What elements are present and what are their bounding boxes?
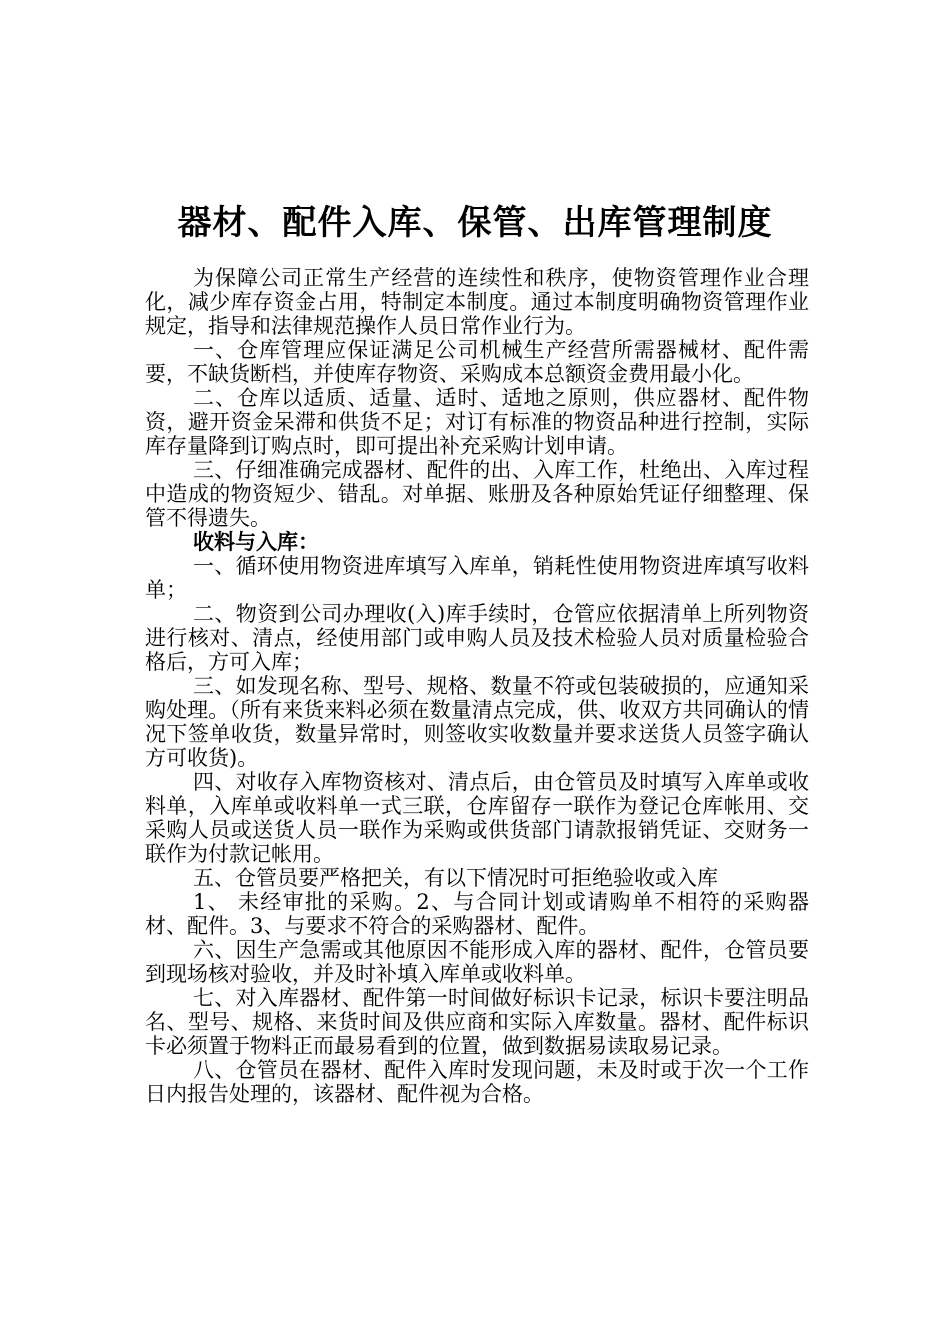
clause-2: 二、仓库以适质、适量、适时、适地之原则，供应器材、配件物资，避开资金呆滞和供货不足；对订有标准的物资品种进行控制，实际库存量降到订购点时，即可提出补充采购计划申请。 [145,386,809,458]
receiving-clause-1: 一、循环使用物资进库填写入库单，销耗性使用物资进库填写收料单； [145,554,809,602]
clause-3: 三、仔细准确完成器材、配件的出、入库工作，杜绝出、入库过程中造成的物资短少、错乱。对单据、账册及各种原始凭证仔细整理、保管不得遗失。 [145,458,809,530]
document-title: 器材、配件入库、保管、出库管理制度 [177,203,773,243]
receiving-clause-4: 四、对收存入库物资核对、清点后，由仓管员及时填写入库单或收料单，入库单或收料单一式三联，仓库留存一联作为登记仓库帐用、交采购人员或送货人员一联作为采购或供货部门请款报销凭证、交财务一联作为付款记帐用。 [145,770,809,866]
rejection-conditions: 1、 未经审批的采购。2、与合同计划或请购单不相符的采购器材、配件。3、与要求不符合的采购器材、配件。 [145,890,809,938]
clause-1: 一、仓库管理应保证满足公司机械生产经营所需器械材、配件需要，不缺货断档，并使库存物资、采购成本总额资金费用最小化。 [145,338,809,386]
receiving-clause-7: 七、对入库器材、配件第一时间做好标识卡记录，标识卡要注明品名、型号、规格、来货时间及供应商和实际入库数量。器材、配件标识卡必须置于物料正而最易看到的位置，做到数据易读取易记录。 [145,986,809,1058]
section-heading-receiving: 收料与入库： [193,529,319,554]
intro-paragraph: 为保障公司正常生产经营的连续性和秩序，使物资管理作业合理化，减少库存资金占用，特制定本制度。通过本制度明确物资管理作业规定，指导和法律规范操作人员日常作业行为。 [145,266,809,338]
receiving-clause-3: 三、如发现名称、型号、规格、数量不符或包装破损的，应通知采购处理。（所有来货来料必须在数量清点完成，供、收双方共同确认的情况下签单收货，数量异常时，则签收实收数量并要求送货人员签字确认方可收货)。 [145,674,809,770]
receiving-clause-2: 二、物资到公司办理收(入)库手续时，仓管应依据清单上所列物资进行核对、清点，经使用部门或申购人员及技术检验人员对质量检验合格后，方可入库； [145,602,809,674]
receiving-clause-5: 五、仓管员要严格把关，有以下情况时可拒绝验收或入库 [193,866,718,890]
receiving-clause-6: 六、因生产急需或其他原因不能形成入库的器材、配件，仓管员要到现场核对验收，并及时补填入库单或收料单。 [145,938,809,986]
document-body [145,266,809,1106]
receiving-clause-8: 八、仓管员在器材、配件入库时发现问题，未及时或于次一个工作日内报告处理的，该器材、配件视为合格。 [145,1058,809,1106]
